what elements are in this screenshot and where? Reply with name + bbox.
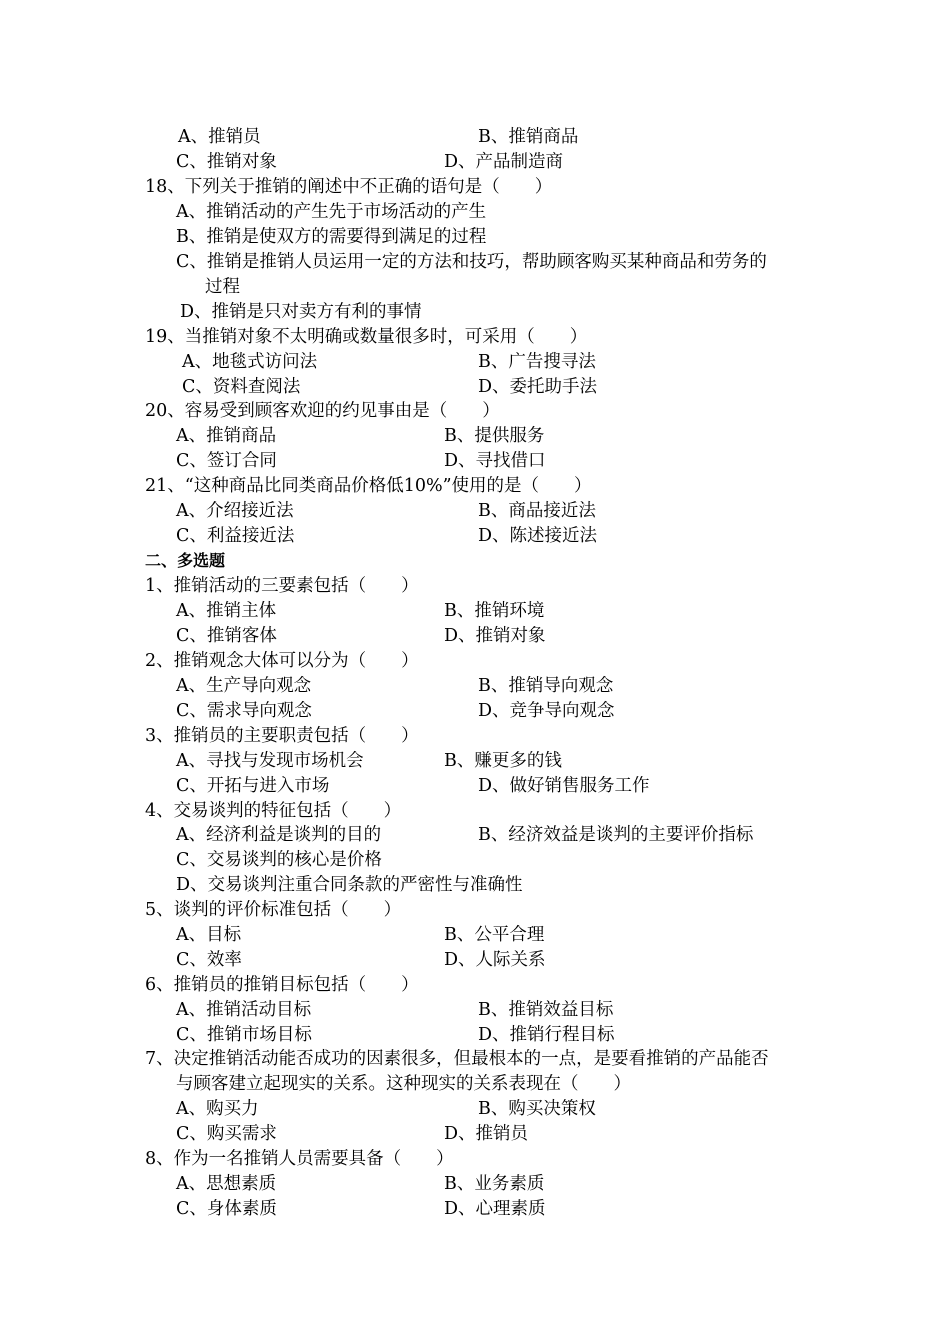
q18-option-c-line2: 过程 — [205, 277, 240, 297]
mq8-option-c: C、身体素质 — [176, 1199, 277, 1219]
mq6-stem: 6、推销员的推销目标包括（ ） — [145, 975, 419, 995]
mq1-stem: 1、推销活动的三要素包括（ ） — [145, 576, 419, 596]
mq5-option-a: A、目标 — [176, 925, 242, 945]
q19-option-b: B、广告搜寻法 — [478, 352, 596, 372]
mq7-option-d: D、推销员 — [444, 1124, 529, 1144]
mq3-stem: 3、推销员的主要职责包括（ ） — [145, 726, 419, 746]
mq4-stem: 4、交易谈判的特征包括（ ） — [145, 801, 402, 821]
q19-option-d: D、委托助手法 — [478, 377, 598, 397]
mq5-option-b: B、公平合理 — [444, 925, 545, 945]
q20-option-c: C、签订合同 — [176, 451, 277, 471]
q21-option-a: A、介绍接近法 — [176, 501, 294, 521]
mq2-stem: 2、推销观念大体可以分为（ ） — [145, 651, 419, 671]
mq6-option-b: B、推销效益目标 — [478, 1000, 614, 1020]
section-heading: 二、多选题 — [145, 551, 226, 570]
q20-stem: 20、容易受到顾客欢迎的约见事由是（ ） — [145, 401, 500, 421]
mq6-option-d: D、推销行程目标 — [478, 1025, 615, 1045]
mq3-option-a: A、寻找与发现市场机会 — [176, 751, 364, 771]
mq1-option-a: A、推销主体 — [176, 601, 277, 621]
mq4-option-c: C、交易谈判的核心是价格 — [176, 850, 382, 870]
q21-option-b: B、商品接近法 — [478, 501, 596, 521]
q21-stem: 21、“这种商品比同类商品价格低10%”使用的是（ ） — [145, 476, 592, 496]
mq8-option-b: B、业务素质 — [444, 1174, 545, 1194]
q19-option-c: C、资料查阅法 — [182, 377, 301, 397]
q17-option-a: A、推销员 — [178, 127, 261, 147]
mq7-stem-line2: 与顾客建立起现实的关系。这种现实的关系表现在（ ） — [176, 1074, 631, 1094]
mq5-option-d: D、人际关系 — [444, 950, 546, 970]
mq5-stem: 5、谈判的评价标准包括（ ） — [145, 900, 402, 920]
mq1-option-d: D、推销对象 — [444, 626, 546, 646]
mq8-option-a: A、思想素质 — [176, 1174, 277, 1194]
mq4-option-d: D、交易谈判注重合同条款的严密性与准确性 — [176, 875, 523, 895]
mq7-option-a: A、购买力 — [176, 1099, 259, 1119]
mq1-option-c: C、推销客体 — [176, 626, 277, 646]
mq8-stem: 8、作为一名推销人员需要具备（ ） — [145, 1149, 454, 1169]
q21-option-c: C、利益接近法 — [176, 526, 295, 546]
q20-option-a: A、推销商品 — [176, 426, 277, 446]
q18-option-c-line1: C、推销是推销人员运用一定的方法和技巧，帮助顾客购买某种商品和劳务的 — [176, 252, 767, 272]
mq6-option-a: A、推销活动目标 — [176, 1000, 312, 1020]
q18-option-b: B、推销是使双方的需要得到满足的过程 — [176, 227, 487, 247]
mq2-option-d: D、竞争导向观念 — [478, 701, 615, 721]
mq2-option-c: C、需求导向观念 — [176, 701, 312, 721]
mq3-option-c: C、开拓与进入市场 — [176, 776, 330, 796]
mq4-option-b: B、经济效益是谈判的主要评价指标 — [478, 825, 754, 845]
q17-option-c: C、推销对象 — [176, 152, 277, 172]
q18-option-a: A、推销活动的产生先于市场活动的产生 — [176, 202, 487, 222]
q20-option-d: D、寻找借口 — [444, 451, 546, 471]
q17-option-d: D、产品制造商 — [444, 152, 564, 172]
mq2-option-b: B、推销导向观念 — [478, 676, 614, 696]
q19-option-a: A、地毯式访问法 — [182, 352, 318, 372]
mq3-option-b: B、赚更多的钱 — [444, 751, 562, 771]
mq7-option-b: B、购买决策权 — [478, 1099, 596, 1119]
mq6-option-c: C、推销市场目标 — [176, 1025, 312, 1045]
mq5-option-c: C、效率 — [176, 950, 242, 970]
q20-option-b: B、提供服务 — [444, 426, 545, 446]
q18-stem: 18、下列关于推销的阐述中不正确的语句是（ ） — [145, 177, 553, 197]
mq2-option-a: A、生产导向观念 — [176, 676, 312, 696]
q18-option-d: D、推销是只对卖方有利的事情 — [180, 302, 422, 322]
mq1-option-b: B、推销环境 — [444, 601, 545, 621]
q21-option-d: D、陈述接近法 — [478, 526, 598, 546]
q19-stem: 19、当推销对象不太明确或数量很多时，可采用（ ） — [145, 327, 588, 347]
q17-option-b: B、推销商品 — [478, 127, 579, 147]
mq3-option-d: D、做好销售服务工作 — [478, 776, 650, 796]
mq4-option-a: A、经济利益是谈判的目的 — [176, 825, 382, 845]
mq7-stem-line1: 7、决定推销活动能否成功的因素很多，但最根本的一点，是要看推销的产品能否 — [145, 1049, 769, 1069]
mq8-option-d: D、心理素质 — [444, 1199, 546, 1219]
mq7-option-c: C、购买需求 — [176, 1124, 277, 1144]
